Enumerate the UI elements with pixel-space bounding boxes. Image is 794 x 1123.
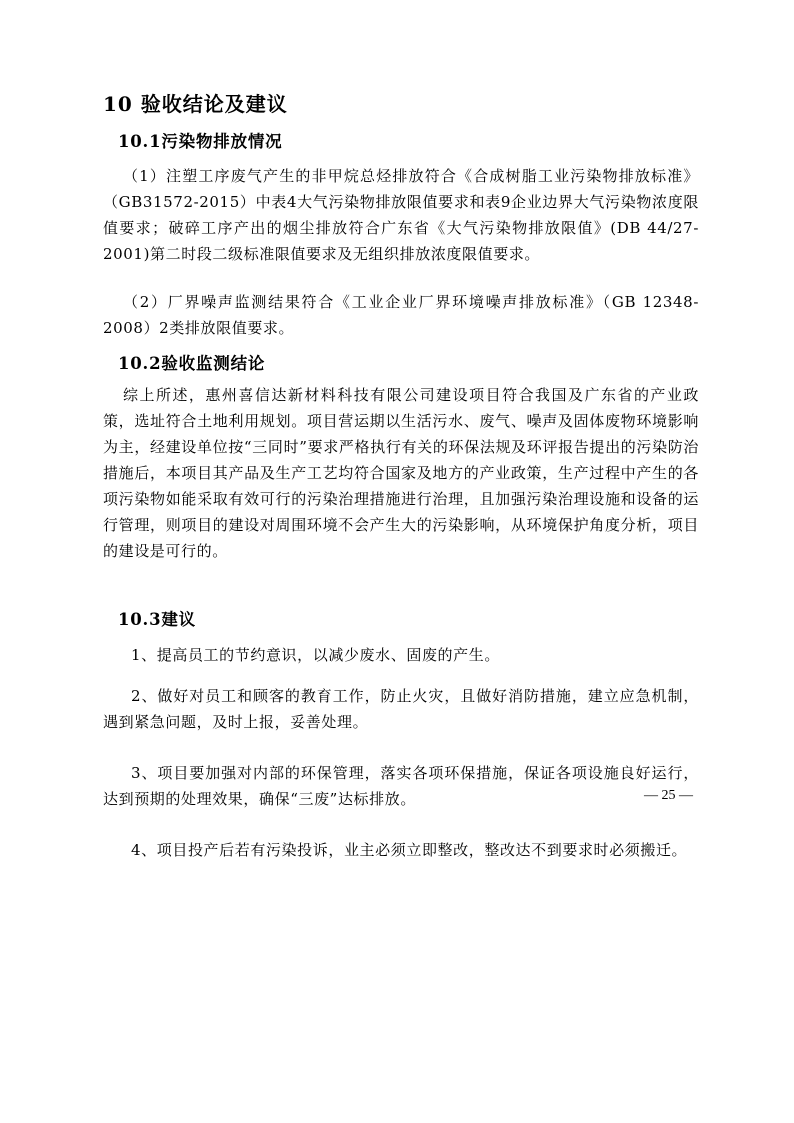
suggestion-item: 2、做好对员工和顾客的教育工作，防止火灾，且做好消防措施，建立应急机制，遇到紧急问题，及时上报，妥善处理。 [103,687,699,731]
suggestion-item: 4、项目投产后若有污染投诉，业主必须立即整改，整改达不到要求时必须搬迁。 [131,841,688,859]
suggestion-item: 1、提高员工的节约意识，以减少废水、固废的产生。 [131,646,500,664]
paragraph-noise: （2）厂界噪声监测结果符合《工业企业厂界环境噪声排放标准》（GB 12348-2008）2类排放限值要求。 [103,293,699,337]
subsection-heading-suggestions: 10.3建议 [118,610,196,629]
paragraph-conclusion: 综上所述，惠州喜信达新材料科技有限公司建设项目符合我国及广东省的产业政策，选址符合土地利用规划。项目营运期以生活污水、废气、噪声及固体废物环境影响为主，经建设单位按“三同时”要求严格执行有关的环保法规及环评报告提出的污染防治措施后，本项目其产品及生产工艺均符合国家及地方的产业政策，生产过程中产生的各项污染物如能采取有效可行的污染治理措施进行治理，且加强污染治理设施和设备的运行管理，则项目的建设对周围环境不会产生大的污染影响，从环境保护角度分析，项目的建设是可行的。 [103,386,699,560]
subsection-heading-monitoring-conclusion: 10.2验收监测结论 [118,354,266,373]
suggestion-item: 3、项目要加强对内部的环保管理，落实各项环保措施，保证各项设施良好运行，达到预期的处理效果，确保“三废”达标排放。 [103,764,699,808]
page-number: — 25 — [644,788,693,803]
section-heading: 10 验收结论及建议 [103,92,288,116]
subsection-heading-pollutant-emission: 10.1污染物排放情况 [118,132,283,151]
paragraph-exhaust-gas: （1）注塑工序废气产生的非甲烷总烃排放符合《合成树脂工业污染物排放标准》（GB31572-2015）中表4大气污染物排放限值要求和表9企业边界大气污染物浓度限值要求；破碎工序产出的烟尘排放符合广东省《大气污染物排放限值》(DB 44/27-2001)第二时段二级标准限值要求及无组织排放浓度限值要求。 [103,167,699,263]
